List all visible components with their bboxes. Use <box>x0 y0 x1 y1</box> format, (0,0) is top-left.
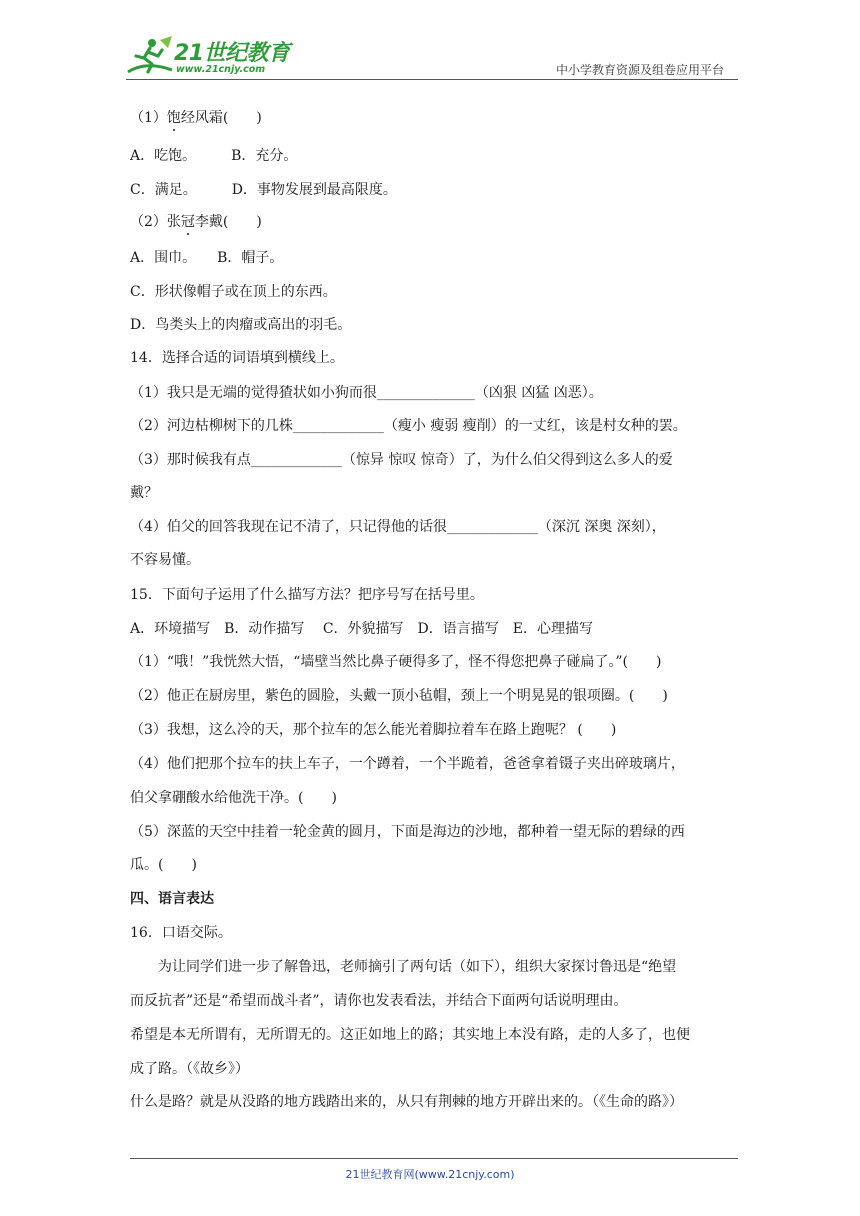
question-15-2: （2）他正在厨房里，紫色的圆脸，头戴一顶小毡帽，颈上一个明晃晃的银项圈。( ) <box>130 688 668 704</box>
options-1-1-ab: A．吃饱。 B．充分。 <box>130 148 298 164</box>
footer-divider <box>130 1158 738 1159</box>
question-15-options: A．环境描写 B．动作描写 C．外貌描写 D．语言描写 E．心理描写 <box>130 621 594 637</box>
question-15: 15．下面句子运用了什么描写方法？把序号写在括号里。 <box>130 587 484 603</box>
quote-2: 什么是路？就是从没路的地方践踏出来的，从只有荆棘的地方开辟出来的。（《生命的路》） <box>130 1094 683 1110</box>
question-16-para-1: 为让同学们进一步了解鲁迅，老师摘引了两句话（如下），组织大家探讨鲁迅是“绝望 <box>130 959 677 975</box>
question-14-4: （4）伯父的回答我现在记不清了，只记得他的话很_____________（深沉 深奥 深刻）， <box>130 519 666 535</box>
question-15-5-cont: 瓜。( ) <box>130 857 197 873</box>
question-14-4-cont: 不容易懂。 <box>130 552 200 568</box>
question-14-2: （2）河边枯柳树下的几株_____________（瘦小 瘦弱 瘦削）的一丈红，该是村女种的罢。 <box>130 418 687 434</box>
question-1-1: （1）饱经风霜( ) <box>130 110 262 126</box>
page-header <box>122 30 738 80</box>
question-15-4-cont: 伯父拿硼酸水给他洗干净。( ) <box>130 790 337 806</box>
header-divider <box>126 79 738 80</box>
option-1-2-d: D．鸟类头上的肉瘤或高出的羽毛。 <box>130 317 352 333</box>
runner-logo-icon <box>122 34 178 78</box>
section-4-heading: 四、语言表达 <box>130 891 214 907</box>
question-15-5: （5）深蓝的天空中挂着一轮金黄的圆月，下面是海边的沙地，都种着一望无际的碧绿的西 <box>130 824 685 840</box>
question-16: 16．口语交际。 <box>130 925 232 941</box>
quote-1: 希望是本无所谓有，无所谓无的。这正如地上的路；其实地上本没有路，走的人多了，也便 <box>130 1027 690 1043</box>
option-1-2-c: C．形状像帽子或在顶上的东西。 <box>130 284 337 300</box>
emphasis-char: 饱 <box>166 110 181 126</box>
question-14-3-cont: 戴？ <box>130 485 158 501</box>
emphasis-char: 冠 <box>180 214 195 230</box>
platform-name: 中小学教育资源及组卷应用平台 <box>555 63 724 77</box>
question-14-3: （3）那时候我有点_____________（惊异 惊叹 惊奇）了，为什么伯父得到这么多人的爱 <box>130 452 673 468</box>
logo-text: 21世纪教育 <box>174 41 290 66</box>
options-1-1-cd: C．满足。 D．事物发展到最高限度。 <box>130 182 397 198</box>
question-1-2: （2）张冠李戴( ) <box>130 214 262 230</box>
question-14: 14．选择合适的词语填到横线上。 <box>130 350 344 366</box>
question-15-3: （3）我想，这么冷的天，那个拉车的怎么能光着脚拉着车在路上跑呢？ ( ) <box>130 722 617 738</box>
options-1-2-ab: A．围巾。 B．帽子。 <box>130 250 284 266</box>
quote-1-cont: 成了路。（《故乡》） <box>130 1061 249 1077</box>
question-15-1: （1）“哦！”我恍然大悟，“墙壁当然比鼻子硬得多了，怪不得您把鼻子碰扁了。”( ) <box>130 654 662 670</box>
question-14-1: （1）我只是无端的觉得猹状如小狗而很______________（凶狠 凶猛 凶恶）。 <box>130 385 603 401</box>
question-16-para-1-cont: 而反抗者”还是“希望而战斗者”，请你也发表看法，并结合下面两句话说明理由。 <box>130 993 628 1009</box>
logo-url: www.21cnjy.com <box>176 64 266 75</box>
page-footer[interactable]: 21世纪教育网(www.21cnjy.com) <box>345 1168 515 1181</box>
site-logo <box>122 34 292 78</box>
question-15-4: （4）他们把那个拉车的扶上车子，一个蹲着，一个半跪着，爸爸拿着镊子夹出碎玻璃片， <box>130 756 685 772</box>
